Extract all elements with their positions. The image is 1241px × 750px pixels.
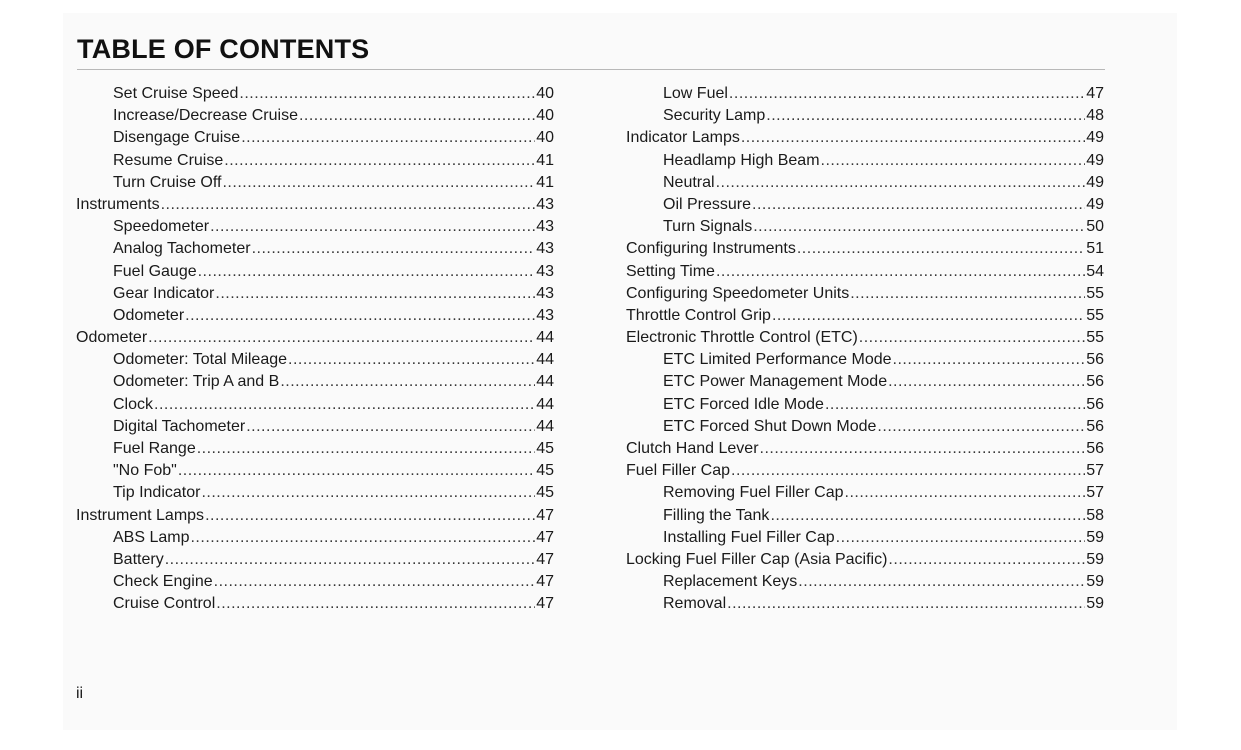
toc-entry[interactable] xyxy=(76,394,554,416)
toc-leader-dots xyxy=(716,172,1086,194)
toc-entry-page: 45 xyxy=(536,462,554,480)
toc-entry-page: 43 xyxy=(536,240,554,258)
toc-entry-page: 56 xyxy=(1086,395,1104,413)
toc-leader-dots xyxy=(222,172,535,194)
toc-entry[interactable] xyxy=(76,438,554,460)
toc-leader-dots xyxy=(731,460,1085,482)
toc-entry-label: Odometer xyxy=(76,329,148,347)
toc-leader-dots xyxy=(280,371,535,393)
toc-entry[interactable] xyxy=(626,394,1104,416)
toc-entry-page: 57 xyxy=(1086,484,1104,502)
toc-entry-page: 56 xyxy=(1086,440,1104,457)
toc-entry-label: Tip Indicator xyxy=(113,484,201,502)
toc-leader-dots xyxy=(197,438,535,460)
toc-leader-dots xyxy=(821,150,1086,172)
toc-leader-dots xyxy=(888,549,1085,571)
toc-entry[interactable] xyxy=(626,172,1104,194)
toc-leader-dots xyxy=(888,371,1085,393)
toc-leader-dots xyxy=(224,150,535,172)
toc-entry-label: Battery xyxy=(113,550,164,568)
toc-leader-dots xyxy=(216,593,535,615)
toc-leader-dots xyxy=(797,238,1085,260)
toc-entry[interactable] xyxy=(76,482,554,504)
toc-leader-dots xyxy=(241,127,535,149)
toc-entry-label: ABS Lamp xyxy=(113,528,190,546)
toc-entry-label: Gear Indicator xyxy=(113,284,215,302)
title-divider xyxy=(77,69,1105,70)
toc-leader-dots xyxy=(753,216,1085,238)
toc-entry[interactable] xyxy=(76,150,554,172)
toc-entry[interactable] xyxy=(76,238,554,260)
toc-entry-page: 55 xyxy=(1086,329,1104,347)
toc-entry-label: ETC Forced Idle Mode xyxy=(663,395,824,413)
toc-entry[interactable] xyxy=(76,216,554,238)
toc-entry[interactable] xyxy=(626,105,1104,127)
toc-entry[interactable] xyxy=(76,172,554,194)
toc-entry-label: Turn Signals xyxy=(663,218,753,236)
document-page xyxy=(63,13,1177,730)
toc-entry[interactable] xyxy=(76,460,554,482)
toc-entry-label: Configuring Instruments xyxy=(626,240,796,258)
toc-entry-label: Fuel Range xyxy=(113,440,196,457)
toc-entry[interactable] xyxy=(626,571,1104,593)
toc-entry[interactable] xyxy=(76,571,554,593)
toc-entry-page: 44 xyxy=(536,395,554,413)
toc-entry-label: Speedometer xyxy=(113,218,210,236)
toc-entry-label: Neutral xyxy=(663,173,715,191)
toc-entry[interactable] xyxy=(626,150,1104,172)
toc-entry-label: Setting Time xyxy=(626,262,715,280)
toc-entry-page: 44 xyxy=(536,417,554,435)
toc-entry-label: Analog Tachometer xyxy=(113,240,251,258)
toc-entry-page: 41 xyxy=(536,151,554,169)
toc-leader-dots xyxy=(859,327,1085,349)
toc-entry[interactable] xyxy=(76,127,554,149)
toc-entry[interactable] xyxy=(626,416,1104,438)
toc-leader-dots xyxy=(178,460,535,482)
toc-entry-page: 49 xyxy=(1086,195,1104,213)
toc-entry-page: 58 xyxy=(1086,506,1104,524)
toc-leader-dots xyxy=(716,261,1085,283)
page-title: TABLE OF CONTENTS xyxy=(77,34,370,64)
toc-column-left xyxy=(76,83,554,616)
toc-entry[interactable] xyxy=(626,327,1104,349)
toc-entry-page: 40 xyxy=(536,107,554,125)
toc-entry-label: Disengage Cruise xyxy=(113,129,241,147)
toc-leader-dots xyxy=(729,83,1085,105)
toc-entry-label: Clutch Hand Lever xyxy=(626,440,759,457)
toc-entry[interactable] xyxy=(626,305,1104,327)
toc-leader-dots xyxy=(154,394,535,416)
toc-entry[interactable] xyxy=(626,505,1104,527)
toc-entry-page: 47 xyxy=(1086,85,1104,102)
toc-entry-label: Filling the Tank xyxy=(663,506,770,524)
toc-entry-label: ETC Limited Performance Mode xyxy=(663,351,892,369)
toc-entry-page: 47 xyxy=(536,595,554,613)
toc-entry[interactable] xyxy=(626,194,1104,216)
toc-entry-page: 43 xyxy=(536,262,554,280)
toc-entry-label: ETC Forced Shut Down Mode xyxy=(663,417,877,435)
toc-leader-dots xyxy=(770,505,1085,527)
toc-entry[interactable] xyxy=(626,527,1104,549)
toc-leader-dots xyxy=(161,194,536,216)
toc-leader-dots xyxy=(185,305,535,327)
toc-leader-dots xyxy=(288,349,535,371)
toc-entry-page: 59 xyxy=(1086,573,1104,591)
toc-entry[interactable] xyxy=(76,194,554,216)
toc-entry-label: Odometer xyxy=(113,306,185,324)
toc-entry-page: 56 xyxy=(1086,417,1104,435)
toc-leader-dots xyxy=(727,593,1085,615)
toc-entry-label: Replacement Keys xyxy=(663,573,798,591)
toc-entry[interactable] xyxy=(76,105,554,127)
toc-entry[interactable] xyxy=(626,593,1104,615)
toc-entry-label: Instruments xyxy=(76,195,160,213)
toc-entry-label: Locking Fuel Filler Cap (Asia Pacific) xyxy=(626,550,888,568)
toc-entry-label: Odometer: Total Mileage xyxy=(113,351,288,369)
toc-leader-dots xyxy=(877,416,1085,438)
toc-leader-dots xyxy=(825,394,1085,416)
toc-entry[interactable] xyxy=(76,261,554,283)
toc-entry-label: Fuel Gauge xyxy=(113,262,197,280)
toc-entry-label: Indicator Lamps xyxy=(626,129,740,147)
toc-entry-page: 59 xyxy=(1086,528,1104,546)
toc-entry-label: "No Fob" xyxy=(113,462,177,480)
toc-entry-page: 43 xyxy=(536,195,554,213)
toc-entry[interactable] xyxy=(76,349,554,371)
toc-entry[interactable] xyxy=(76,83,554,105)
toc-entry-label: Fuel Filler Cap xyxy=(626,462,731,480)
toc-entry-page: 40 xyxy=(536,85,554,102)
toc-entry-label: Set Cruise Speed xyxy=(113,85,239,102)
toc-leader-dots xyxy=(850,283,1085,305)
toc-leader-dots xyxy=(252,238,536,260)
toc-entry[interactable] xyxy=(626,438,1104,460)
toc-leader-dots xyxy=(752,194,1085,216)
toc-entry-page: 43 xyxy=(536,284,554,302)
toc-entry-page: 49 xyxy=(1086,151,1104,169)
toc-entry[interactable] xyxy=(626,238,1104,260)
toc-leader-dots xyxy=(299,105,535,127)
toc-leader-dots xyxy=(760,438,1086,460)
toc-entry[interactable] xyxy=(76,527,554,549)
toc-entry-page: 45 xyxy=(536,440,554,457)
toc-entry[interactable] xyxy=(76,305,554,327)
toc-entry-label: Cruise Control xyxy=(113,595,216,613)
toc-entry-page: 40 xyxy=(536,129,554,147)
toc-entry-label: Low Fuel xyxy=(663,85,728,102)
toc-leader-dots xyxy=(836,527,1086,549)
toc-entry-page: 55 xyxy=(1086,284,1104,302)
toc-entry-page: 59 xyxy=(1086,595,1104,613)
toc-entry-label: Digital Tachometer xyxy=(113,417,246,435)
toc-leader-dots xyxy=(190,527,535,549)
toc-entry[interactable] xyxy=(76,283,554,305)
toc-entry-page: 49 xyxy=(1086,129,1104,147)
toc-entry-page: 56 xyxy=(1086,351,1104,369)
toc-leader-dots xyxy=(201,482,535,504)
toc-entry-page: 55 xyxy=(1086,306,1104,324)
toc-entry-label: Clock xyxy=(113,395,154,413)
page-number-footer: ii xyxy=(76,685,84,702)
toc-entry-page: 47 xyxy=(536,550,554,568)
toc-column-right xyxy=(626,83,1104,616)
toc-entry-page: 43 xyxy=(536,218,554,236)
toc-entry-page: 56 xyxy=(1086,373,1104,391)
toc-entry-label: Removing Fuel Filler Cap xyxy=(663,484,844,502)
toc-entry[interactable] xyxy=(626,261,1104,283)
toc-leader-dots xyxy=(198,261,536,283)
toc-entry-label: Headlamp High Beam xyxy=(663,151,820,169)
toc-entry[interactable] xyxy=(626,349,1104,371)
toc-entry-page: 44 xyxy=(536,373,554,391)
toc-entry-label: Odometer: Trip A and B xyxy=(113,373,280,391)
toc-entry-label: Oil Pressure xyxy=(663,195,752,213)
toc-entry-page: 48 xyxy=(1086,107,1104,125)
toc-entry-label: Electronic Throttle Control (ETC) xyxy=(626,329,858,347)
toc-entry-label: Turn Cruise Off xyxy=(113,173,222,191)
toc-entry[interactable] xyxy=(626,216,1104,238)
toc-leader-dots xyxy=(741,127,1085,149)
toc-entry-label: Security Lamp xyxy=(663,107,766,125)
toc-entry-page: 44 xyxy=(536,351,554,369)
toc-entry-label: Installing Fuel Filler Cap xyxy=(663,528,835,546)
toc-entry-label: Removal xyxy=(663,595,727,613)
toc-leader-dots xyxy=(239,83,535,105)
toc-entry-page: 41 xyxy=(536,173,554,191)
toc-leader-dots xyxy=(845,482,1086,504)
toc-entry[interactable] xyxy=(626,283,1104,305)
toc-leader-dots xyxy=(210,216,535,238)
toc-entry-page: 59 xyxy=(1086,550,1104,568)
toc-leader-dots xyxy=(772,305,1085,327)
toc-entry-label: Resume Cruise xyxy=(113,151,224,169)
toc-entry-page: 43 xyxy=(536,306,554,324)
toc-entry-label: Check Engine xyxy=(113,573,213,591)
toc-entry[interactable] xyxy=(76,416,554,438)
toc-entry-page: 54 xyxy=(1086,262,1104,280)
toc-leader-dots xyxy=(766,105,1085,127)
toc-entry[interactable] xyxy=(76,505,554,527)
toc-entry-page: 44 xyxy=(536,329,554,347)
toc-entry[interactable] xyxy=(626,549,1104,571)
toc-entry-page: 47 xyxy=(536,528,554,546)
toc-entry-page: 51 xyxy=(1086,240,1104,258)
toc-leader-dots xyxy=(214,571,536,593)
toc-entry-label: Throttle Control Grip xyxy=(626,306,771,324)
toc-entry-page: 50 xyxy=(1086,218,1104,236)
toc-entry-label: Increase/Decrease Cruise xyxy=(113,107,298,125)
toc-entry[interactable] xyxy=(76,593,554,615)
toc-leader-dots xyxy=(798,571,1085,593)
toc-entry[interactable] xyxy=(76,327,554,349)
toc-leader-dots xyxy=(215,283,535,305)
toc-entry-label: Configuring Speedometer Units xyxy=(626,284,850,302)
toc-leader-dots xyxy=(893,349,1086,371)
toc-entry[interactable] xyxy=(76,549,554,571)
toc-entry[interactable] xyxy=(76,371,554,393)
toc-entry[interactable] xyxy=(626,371,1104,393)
toc-entry-label: ETC Power Management Mode xyxy=(663,373,888,391)
toc-leader-dots xyxy=(205,505,535,527)
toc-entry-page: 47 xyxy=(536,573,554,591)
toc-entry-page: 57 xyxy=(1086,462,1104,480)
toc-entry[interactable] xyxy=(626,482,1104,504)
toc-leader-dots xyxy=(246,416,535,438)
toc-entry-page: 45 xyxy=(536,484,554,502)
toc-entry[interactable] xyxy=(626,460,1104,482)
toc-entry-page: 49 xyxy=(1086,173,1104,191)
toc-entry[interactable] xyxy=(626,127,1104,149)
toc-leader-dots xyxy=(165,549,536,571)
toc-entry[interactable] xyxy=(626,83,1104,105)
toc-leader-dots xyxy=(148,327,535,349)
toc-entry-label: Instrument Lamps xyxy=(76,506,205,524)
toc-entry-page: 47 xyxy=(536,506,554,524)
